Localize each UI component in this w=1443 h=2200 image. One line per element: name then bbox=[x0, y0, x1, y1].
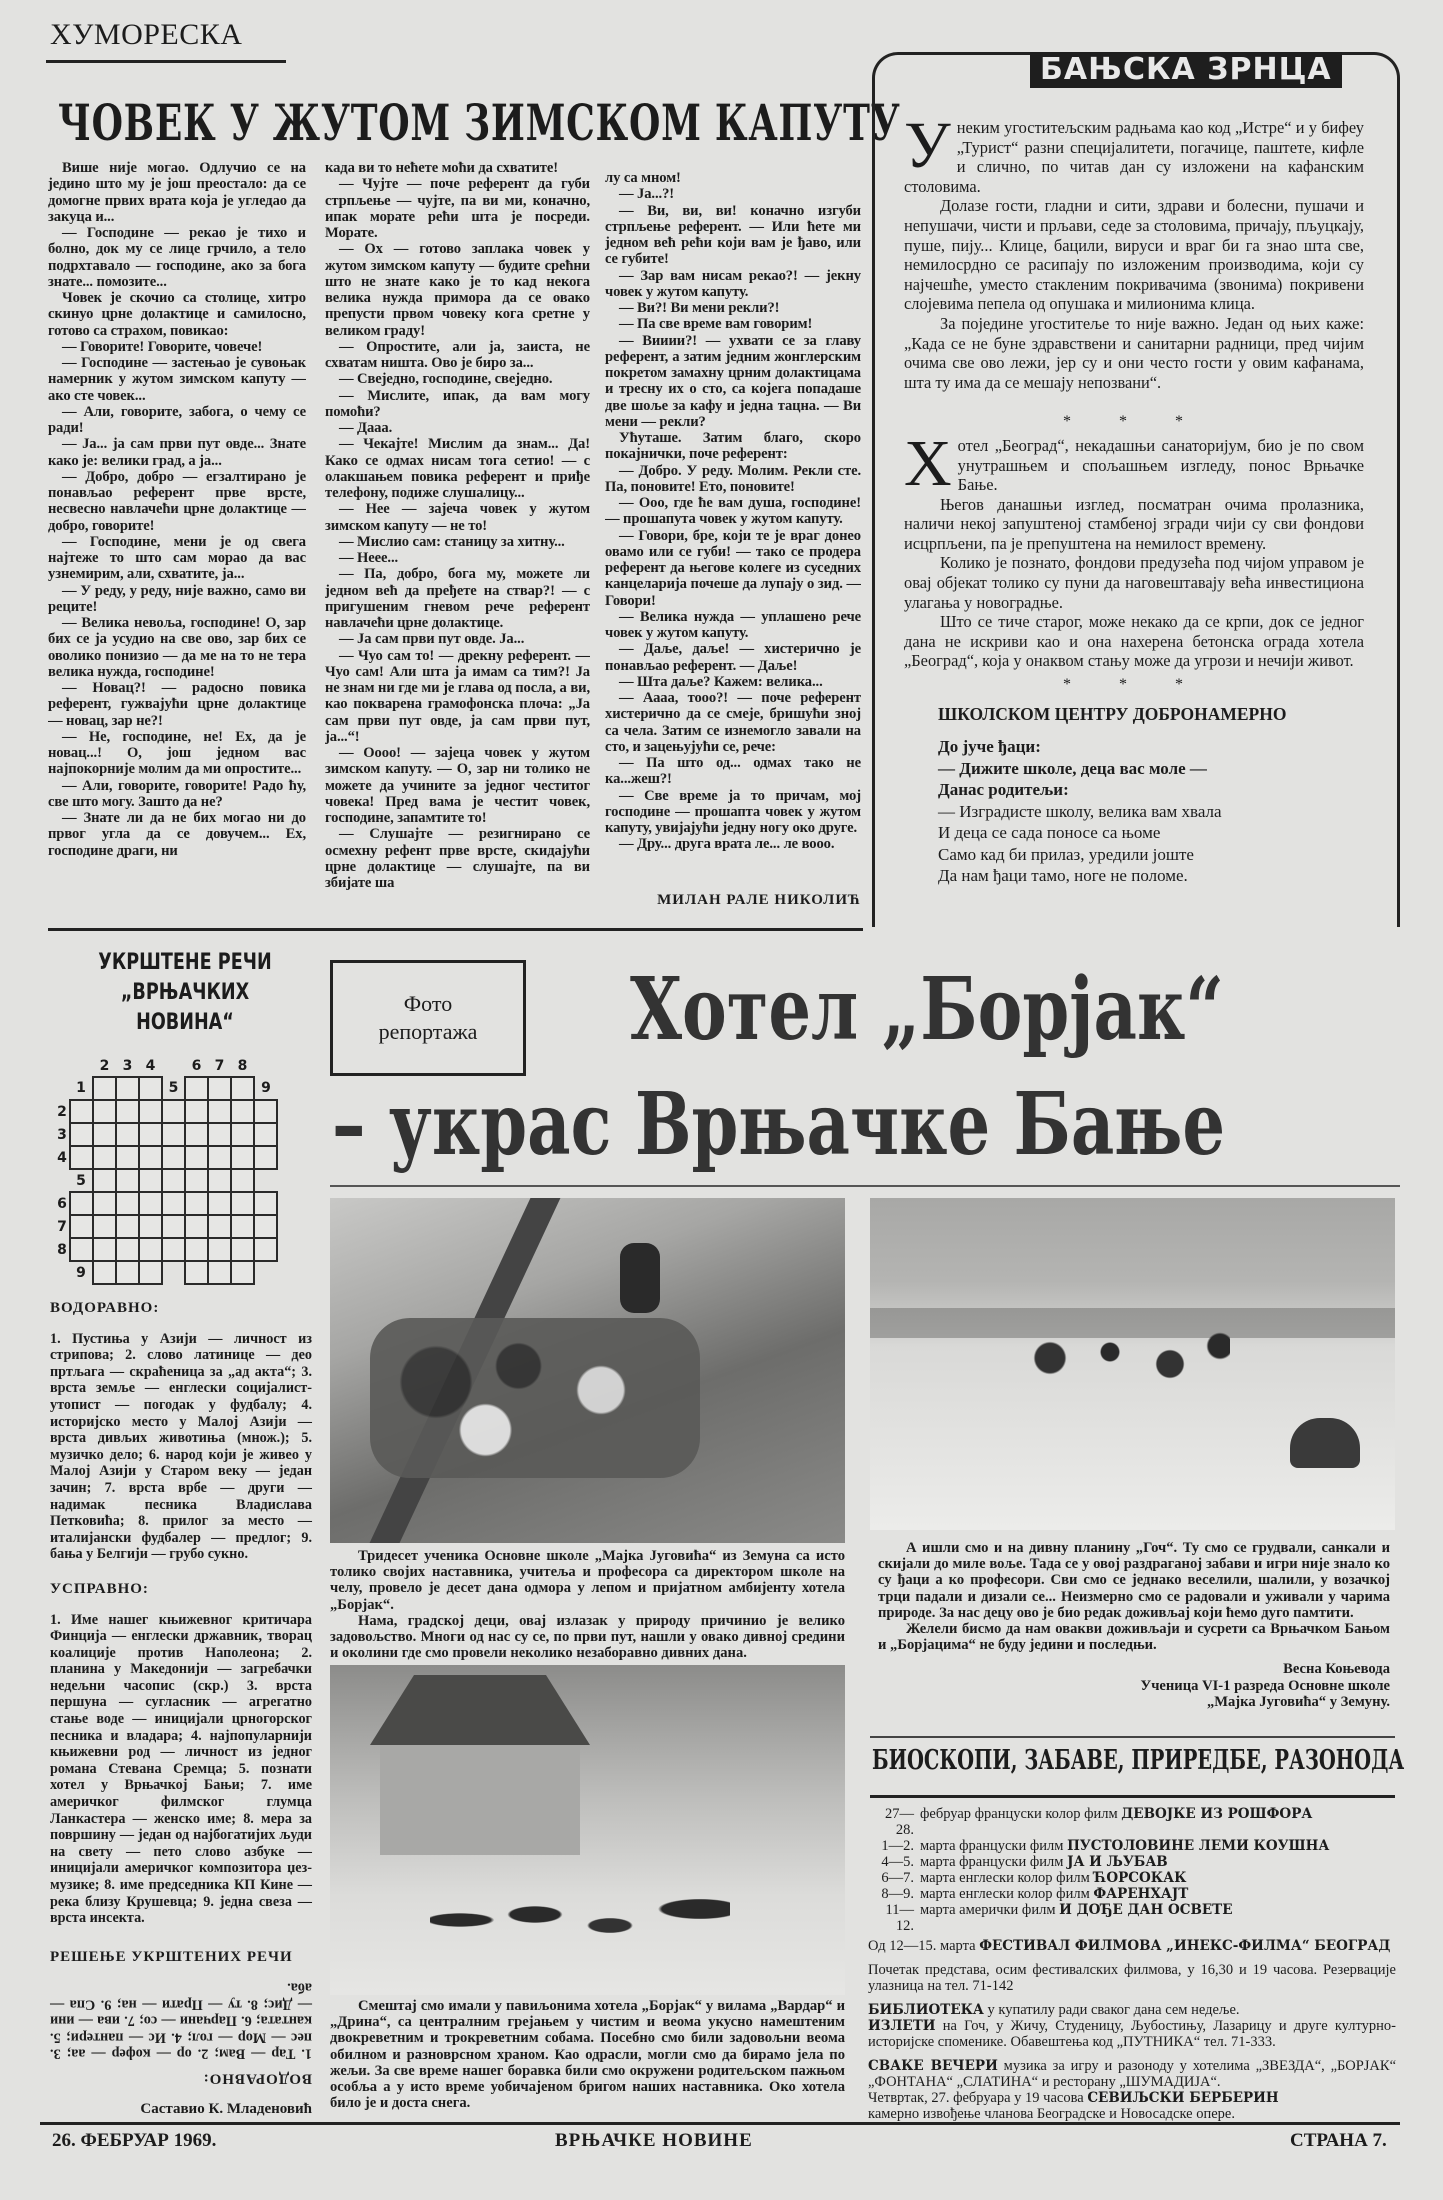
poem-line: До јуче ђаци: bbox=[938, 737, 1041, 757]
grid-cell[interactable] bbox=[93, 1077, 116, 1100]
article-paragraph: лу са мном! bbox=[605, 170, 681, 186]
grid-cell[interactable] bbox=[208, 1077, 231, 1100]
grid-cell[interactable] bbox=[116, 1238, 139, 1261]
issue-date: 26. ФЕБРУАР 1969. bbox=[52, 2130, 217, 2151]
article-column-1 bbox=[48, 160, 306, 928]
events-heading: БИОСКОПИ, ЗАБАВЕ, ПРИРЕДБЕ, РАЗОНОДА bbox=[872, 1745, 1405, 1776]
film-type: марта енглески колор филм bbox=[920, 1886, 1090, 1902]
row-number: 6 bbox=[57, 1195, 67, 1212]
solution-text: 1. Тар — Вам; 2. ор — кофер — аа; 3. пес — Мор — гол; 4. Ис — пантери; 5. кантата; 6. Парчани — со; 7. ива — ини — Дис; 8. ту — Прати — на; 9. Спа — аба. bbox=[50, 1979, 312, 2063]
grid-cell[interactable] bbox=[231, 1077, 254, 1100]
grid-row bbox=[55, 1123, 277, 1146]
photo-sledding-on-goc bbox=[870, 1198, 1395, 1530]
poem-title: ШКОЛСКОМ ЦЕНТРУ ДОБРОНАМЕРНО bbox=[938, 703, 1287, 724]
poem-line: Да нам ђаци тамо, ноге не поломе. bbox=[938, 866, 1188, 886]
grid-cell[interactable] bbox=[208, 1146, 231, 1169]
column-number: 7 bbox=[214, 1057, 225, 1074]
grid-cell[interactable] bbox=[231, 1169, 254, 1192]
grid-cell[interactable] bbox=[231, 1123, 254, 1146]
crossword-grid[interactable] bbox=[55, 1055, 278, 1285]
film-info bbox=[920, 1838, 1329, 1854]
concert-title: СЕВИЉСКИ БЕРБЕРИН bbox=[1087, 2090, 1279, 2106]
row-number bbox=[55, 1077, 70, 1100]
article-paragraph: — Говорите! Говорите, човече! bbox=[62, 338, 263, 355]
article-paragraph: — Чекајте! Мислим да знам... Да! Како се одмах нисам тога сетио! — с олакшањем повика референт и приђе телефону, подиже слушалицу... bbox=[325, 436, 590, 501]
poem bbox=[904, 736, 1364, 887]
article-paragraph: — Слушајте — резигнирано се осмехну рефент прве врсте, скидајући црне долактице — слушајте, па ви збијате ша bbox=[325, 826, 590, 891]
film-listing bbox=[868, 1838, 1396, 1854]
article-paragraph: — Ооо, где ће вам душа, господине! — прошапута човек у жутом капуту. bbox=[605, 495, 861, 528]
article-paragraph: — Свеједно, господине, свеједно. bbox=[339, 371, 553, 388]
poem-line: И деца се сада поносе са њоме bbox=[938, 823, 1161, 843]
column-number: 6 bbox=[191, 1057, 202, 1074]
grid-cell[interactable] bbox=[208, 1215, 231, 1238]
grid-cell[interactable] bbox=[139, 1169, 162, 1192]
poem-line: — Дижите школе, деца вас моле — bbox=[938, 758, 1207, 778]
grid-cell[interactable] bbox=[231, 1261, 254, 1284]
article-paragraph: — Све време ја то причам, мој господине — прошапта човек у жутом капуту, увијајући једну ногу око друге. bbox=[605, 787, 861, 836]
divider bbox=[870, 1736, 1395, 1738]
grid-cell[interactable] bbox=[116, 1146, 139, 1169]
library-label: БИБЛИОТЕКА bbox=[868, 2002, 984, 2018]
article-paragraph: — У реду, у реду, није важно, само ви реците! bbox=[48, 582, 306, 615]
film-title: ФАРЕНХАЈТ bbox=[1093, 1886, 1189, 1902]
concert-date: Четвртак, 27. фебруара у 19 часова bbox=[868, 2090, 1084, 2106]
row-number: 4 bbox=[57, 1149, 67, 1166]
film-type: марта француски филм bbox=[920, 1854, 1064, 1870]
film-title: ПУСТОЛОВИНЕ ЛЕМИ КОУШНА bbox=[1067, 1838, 1330, 1854]
grid-row bbox=[55, 1169, 277, 1192]
caption-paragraph: А ишли смо и на дивну планину „Гоч“. Ту смо се грудвали, санкали и скијали до миле воље. Тада се у овој раздраганој забави и игри није знало ко су ђаци а ко професори. Сви смо се једнако веселили, шалили, у возачкој трци падали и дизали се... Неизмерно смо се радовали и уживали у чарима природе. За нас децу ово је био редак доживљај који ћемо дуго памтити. bbox=[878, 1540, 1390, 1621]
paragraph: Што се тиче старог, може некако да се крпи, док се једног дана не искриви као и она нахерена бетонска ограда хотела „Београд“, која у онаквом стању може да угрози и нечији живот. bbox=[904, 612, 1364, 671]
film-type: марта француски филм bbox=[920, 1838, 1064, 1854]
grid-cell[interactable] bbox=[231, 1192, 254, 1215]
grid-cell[interactable] bbox=[93, 1215, 116, 1238]
footer-rule bbox=[40, 2122, 1400, 2125]
photo-hotel-in-snow bbox=[330, 1665, 845, 1995]
row-number: 8 bbox=[57, 1241, 67, 1258]
film-title: ЈА И ЉУБАВ bbox=[1067, 1854, 1168, 1870]
film-type: марта енглески колор филм bbox=[920, 1870, 1090, 1886]
grid-cell[interactable] bbox=[70, 1123, 93, 1146]
article-paragraph: Ућуташе. Затим благо, скоро покајнички, поче референт: bbox=[605, 430, 861, 463]
grid-cell[interactable] bbox=[208, 1123, 231, 1146]
solution-upside-down bbox=[50, 1979, 312, 2087]
article-paragraph: — Господине — застењао је сувоњак намерник у жутом зимском капуту — ако сте човек... bbox=[48, 355, 306, 404]
grid-cell[interactable] bbox=[116, 1077, 139, 1100]
report-title-line-1: Хотел „Борјак“ bbox=[630, 959, 1224, 1060]
grid-cell[interactable] bbox=[162, 1215, 185, 1238]
grid-cell[interactable] bbox=[162, 1123, 185, 1146]
article-paragraph: — Добро, добро — егзалтирано је понављао референт прве врсте, несвесно навлачећи црне долактице — добро, говорите! bbox=[48, 468, 306, 534]
article-paragraph: — Вииии?! — ухвати се за главу референт, а затим једним жонглерским покретом замахну црним долактицама и тресну их о сто, са којега попадаше две шоље за кафу и једна тацна. — Ви мени — рекли? bbox=[605, 332, 861, 430]
article-paragraph: — Зар вам нисам рекао?! — јекну човек у жутом капуту. bbox=[605, 267, 861, 300]
film-info bbox=[920, 1806, 1312, 1838]
film-date: 6—7. bbox=[881, 1870, 914, 1886]
grid-row bbox=[55, 1215, 277, 1238]
grid-cell[interactable] bbox=[116, 1261, 139, 1284]
film-type: марта амерички филм bbox=[920, 1902, 1056, 1918]
separator: * * * bbox=[1063, 413, 1205, 431]
caption-paragraph: Нама, градској деци, овај излазак у природу причинио је велико задовољство. Многи од нас су се, по први пут, нашли у овако дивној средини и околини где смо провели неколико незаборавно дивних дана. bbox=[330, 1612, 845, 1662]
newspaper-name: ВРЊАЧКЕ НОВИНЕ bbox=[555, 2130, 753, 2151]
crossword-clues bbox=[50, 1300, 312, 2118]
festival-name: ФЕСТИВАЛ ФИЛМОВА „ИНЕКС-ФИЛМА“ БЕОГРАД bbox=[979, 1938, 1391, 1954]
film-date: 27—28. bbox=[885, 1806, 914, 1838]
grid-corner bbox=[55, 1055, 70, 1077]
label-line: Фото bbox=[403, 991, 453, 1016]
divider bbox=[48, 928, 863, 931]
grid-cell[interactable] bbox=[185, 1192, 208, 1215]
drop-cap: У bbox=[904, 109, 951, 182]
article-paragraph: — Нееe... bbox=[339, 550, 399, 566]
evenings-text: музика за игру и разоноду у хотелима „ЗВЕЗДА“, „БОРЈАК“ „ФОНТАНА“ „СЛАТИНА“ и ресторану „ШУМАДИЈА“. bbox=[868, 2058, 1397, 2090]
film-listing bbox=[868, 1886, 1396, 1902]
row-number bbox=[55, 1261, 70, 1284]
article-column-2 bbox=[325, 160, 590, 928]
grid-cell[interactable] bbox=[70, 1192, 93, 1215]
article-paragraph: — Новац?! — радосно повика референт, гужвајући црне долактице — новац, зар не?! bbox=[48, 680, 306, 729]
film-listing bbox=[868, 1806, 1396, 1838]
paragraph: Колико је познато, фондови предузећа под чијом управом је овај објекат толико су пуни да наговештавају већа инвестициона улагања у новоградње. bbox=[904, 553, 1364, 612]
grid-cell[interactable] bbox=[116, 1215, 139, 1238]
film-date: 1—2. bbox=[881, 1838, 914, 1854]
grid-cell[interactable] bbox=[93, 1238, 116, 1261]
clues-heading: УСПРАВНО: bbox=[50, 1580, 149, 1597]
article-paragraph: — Велика невоља, господине! О, зар бих се ја усудио на све ово, зар бих се оволико понизио — да ме на то не тера велика нужда, господине! bbox=[48, 615, 306, 680]
crossword-title bbox=[85, 948, 285, 1038]
trips-label: ИЗЛЕТИ bbox=[868, 2018, 936, 2034]
article-paragraph: — Па све време вам говорим! bbox=[619, 316, 813, 333]
grid-cell[interactable] bbox=[185, 1100, 208, 1123]
article-paragraph: — Па, добро, бога му, можете ли једном већ да пређете на ствар?! — с пригушеним гневом рече референт навлачећи црне долактице. bbox=[325, 566, 590, 631]
crossword-title-line: „ВРЊАЧКИХ НОВИНА“ bbox=[120, 980, 250, 1035]
poem-line: — Изградисте школу, велика вам хвала bbox=[938, 801, 1222, 821]
grid-cell[interactable] bbox=[254, 1238, 277, 1261]
article-paragraph: Човек је скочио са столице, хитро скинуо црне долактице и самилосно, готово са страхом, повикао: bbox=[48, 290, 306, 339]
column-title: БАЊСКА ЗРНЦА bbox=[1030, 52, 1342, 88]
row-number: 3 bbox=[57, 1126, 67, 1143]
article-paragraph: — Али, говорите, забога, о чему се ради! bbox=[48, 403, 306, 436]
signature bbox=[878, 1661, 1390, 1710]
grid-number bbox=[254, 1169, 277, 1192]
drop-cap: Х bbox=[904, 426, 952, 500]
film-info bbox=[920, 1854, 1168, 1870]
grid-cell[interactable] bbox=[116, 1123, 139, 1146]
film-date: 8—9. bbox=[881, 1886, 914, 1902]
article-paragraph: — Па што од... одмах тако не ка...жеш?! bbox=[605, 755, 861, 788]
row-number: 7 bbox=[57, 1218, 67, 1235]
article-paragraph: — Мислио сам: станицу за хитну... bbox=[339, 533, 565, 550]
grid-number: 1 bbox=[76, 1080, 86, 1096]
label-line: репортажа bbox=[378, 1019, 478, 1044]
grid-cell[interactable] bbox=[231, 1100, 254, 1123]
clues-across: 1. Пустиња у Азији — личност из стрипова; 2. слово латинице — део пртљага — скраћеница за „ад акта“; 3. врста земље — енглески социјалист-утопист — погодак у фудбалу; 4. историјско место у Малој Азији — врста дивљих животиња (множ.); 5. музичко дело; 6. народ који је живео у Малој Азији у Старом веку — један зачин; 7. врста врбе — други — надимак песника Владислава Петковића; 8. прилог за место — италијански фудбалер — предлог; 9. бања у Белгији — грубо сукно. bbox=[50, 1330, 312, 1563]
grid-cell[interactable] bbox=[70, 1215, 93, 1238]
grid-cell[interactable] bbox=[185, 1238, 208, 1261]
grid-cell[interactable] bbox=[139, 1123, 162, 1146]
grid-cell[interactable] bbox=[162, 1238, 185, 1261]
report-title-line-2: – украс Врњачке Бање bbox=[332, 1074, 1226, 1175]
article-paragraph: — Мислите, ипак, да вам могу помоћи? bbox=[325, 387, 590, 420]
article-paragraph: — Али, говорите, говорите! Радо ћу, све што могу. Зашто да не? bbox=[48, 777, 306, 810]
grid-cell[interactable] bbox=[139, 1238, 162, 1261]
grid-row bbox=[55, 1192, 277, 1215]
caption-paragraph: Тридесет ученика Основне школе „Мајка Југовића“ из Земуна са исто толико својих наставника, учитеља и професора са директором школе на челу, провело је десет дана одмора у лепом и пријатном амбијенту хотела „Борјак“. bbox=[330, 1548, 845, 1613]
photo-caption-1 bbox=[330, 1548, 845, 1661]
row-number bbox=[55, 1169, 70, 1192]
film-listing bbox=[868, 1854, 1396, 1870]
clues-down: 1. Име нашег књижевног критичара Финција — енглески државник, творац коалиције против Наполеона; 2. планина у Македонији — загребачки недељни часопис (скр.) 3. врста першуна — сугласник — агрегатно стање воде — иницијали црногорског песника и владара; 4. најпопуларнији књижевни род — личност из једног романа Стевана Сремца; 5. познати хотел у Врњачкој Бањи; 7. име америчког филмског глумца Ланкастера — женско име; 8. мера за површину — један од најбогатијих људи на свету — пето слово азбуке — иницијали америчког композитора џез-музике; 8. име председника КП Кине — река близу Крушевца; 9. једна свеза — врста инсекта. bbox=[50, 1611, 312, 1927]
grid-cell[interactable] bbox=[139, 1100, 162, 1123]
library-text: у купатилу ради сваког дана сем недеље. bbox=[987, 2002, 1240, 2018]
article-paragraph: — Дааа. bbox=[339, 420, 393, 436]
film-listing bbox=[868, 1870, 1396, 1886]
column-number bbox=[70, 1055, 93, 1077]
section-label: ХУМОРЕСКА bbox=[50, 18, 243, 51]
grid-cell[interactable] bbox=[116, 1192, 139, 1215]
grid-row bbox=[55, 1100, 277, 1123]
divider bbox=[870, 1795, 1395, 1798]
grid-cell[interactable] bbox=[139, 1077, 162, 1100]
grid-number bbox=[254, 1261, 277, 1284]
article-author: МИЛАН РАЛЕ НИКОЛИЋ bbox=[657, 892, 861, 908]
article-paragraph: када ви то нећете моћи да схватите! bbox=[325, 160, 558, 176]
signature-line: Ученица VI-1 разреда Основне школе bbox=[1140, 1677, 1390, 1694]
photo-students-on-stairs bbox=[330, 1198, 845, 1543]
film-type: фебруар француски колор филм bbox=[920, 1806, 1118, 1822]
grid-cell[interactable] bbox=[139, 1146, 162, 1169]
article-paragraph: — Оооо! — зајеца човек у жутом зимском капуту. — О, зар ни толико не можете да учините за једног честитог човека! Пред вама је честит човек, господине, запамтите то! bbox=[325, 745, 590, 826]
grid-row bbox=[55, 1146, 277, 1169]
evenings-label: СВАКЕ ВЕЧЕРИ bbox=[868, 2058, 998, 2074]
film-title: ЋОРСОКАК bbox=[1093, 1870, 1187, 1886]
caption-paragraph: Смештај смо имали у павиљонима хотела „Борјак“ у вилама „Вардар“ и „Дрина“, са централним грејањем у чистим и веома укусно намештеним двокреветним и трокреветним собама. Посебно смо били задовољни веома обилном и разноврсном храном. Као одрасли, могли смо да бирамо јела по жељи. За све време нашег боравка били смо окружени родитељском пажњом особља а у исто време уобичајеном бригом наших наставника. Око хотела било је и доста снега. bbox=[330, 1998, 845, 2112]
article-paragraph: — Даље, даље! — хистерично је понављао референт. — Даље! bbox=[605, 641, 861, 674]
article-paragraph: — Ви, ви, ви! коначно изгуби стрпљење референт. — Или ћете ми једном већ рећи који вам је ђаво, или се губите! bbox=[605, 202, 861, 268]
grid-cell[interactable] bbox=[254, 1100, 277, 1123]
grid-cell[interactable] bbox=[162, 1192, 185, 1215]
crossword-title-line: УКРШТЕНЕ РЕЧИ bbox=[98, 950, 272, 975]
photo-caption-2 bbox=[878, 1540, 1390, 1710]
grid-cell[interactable] bbox=[139, 1215, 162, 1238]
poem-line: Данас родитељи: bbox=[938, 780, 1069, 800]
grid-cell[interactable] bbox=[70, 1146, 93, 1169]
festival-date: Од 12—15. марта bbox=[868, 1938, 976, 1954]
article-paragraph: — Добро. У реду. Молим. Рекли сте. Па, поновите! Ето, поновите! bbox=[605, 462, 861, 495]
grid-cell[interactable] bbox=[231, 1238, 254, 1261]
grid-number bbox=[162, 1261, 185, 1284]
article-column-3 bbox=[605, 170, 861, 890]
grid-cell[interactable] bbox=[93, 1261, 116, 1284]
caption-paragraph: Желели бисмо да нам овакви доживљаји и сусрети са Врњачком Бањом и „Борјацима“ не буду једини и последњи. bbox=[878, 1621, 1390, 1654]
grid-cell[interactable] bbox=[185, 1123, 208, 1146]
row-number: 2 bbox=[57, 1103, 67, 1120]
grid-cell[interactable] bbox=[185, 1261, 208, 1284]
clues-heading: ВОДОРАВНО: bbox=[50, 1300, 160, 1316]
trips-text: на Гоч, у Жичу, Студеницу, Љубостињу, Лазарицу и друге културно-историјске споменике. Обавештења код „ПУТНИКА“ тел. 71-333. bbox=[868, 2018, 1396, 2050]
paragraph: отел „Београд“, некадашњи санаторијум, био је по свом унутрашњем и спољашњем изгледу, понос Врњачке Бање. bbox=[957, 435, 1364, 495]
column-number: 3 bbox=[122, 1057, 133, 1074]
paragraph: Долазе гости, гладни и сити, здрави и болесни, пушачи и непушачи, чисти и прљави, седе за столовима, причају, пљуцкају, пуше, пију... Клице, бацили, вируси и враг би га знао шта све, немилосрдно се расипају по изложеним производима, који су најчешће, уместо стакленим покривачима (звонима) покривени слојевима пепела од опушака и милионима клица. bbox=[904, 196, 1364, 314]
article-paragraph: — Ох — готово заплака човек у жутом зимском капуту — будите срећни што не знате како је то кад некога велика нужда примора да се овако препусти првом човеку кога сретне у великом граду! bbox=[325, 241, 590, 339]
paragraph: неким угоститељским радњама као код „Истре“ и у бифеу „Турист“ разни специјалитети, погачице, паштете, кифле и слично, по читав дан су изложени на кафанским столовима. bbox=[904, 118, 1364, 196]
film-listing bbox=[868, 1902, 1396, 1934]
grid-cell[interactable] bbox=[185, 1077, 208, 1100]
column-number: 2 bbox=[99, 1057, 110, 1074]
article-headline: ЧОВЕК У ЖУТОМ ЗИМСКОМ КАПУТУ bbox=[58, 93, 901, 152]
article-paragraph: Више није могао. Одлучио се на једино што му је још преостало: да се домогне првих врата која је угледао да закуца и... bbox=[48, 160, 306, 225]
paragraph: Његов данашњи изглед, посматран очима пролазника, наличи некој запуштеној стамбеној згради чији су сви фондови исцрпљени, па је препуштена на немилост времену. bbox=[904, 494, 1364, 553]
solution-subheading: ВОДОРАВНО: bbox=[202, 2070, 312, 2087]
events-listing bbox=[868, 1806, 1396, 2122]
article-paragraph: — Дру... друга врата ле... ле вооо. bbox=[619, 836, 835, 853]
grid-cell[interactable] bbox=[254, 1215, 277, 1238]
divider bbox=[46, 60, 286, 63]
grid-cell[interactable] bbox=[254, 1123, 277, 1146]
grid-cell[interactable] bbox=[93, 1192, 116, 1215]
grid-cell[interactable] bbox=[208, 1192, 231, 1215]
grid-cell[interactable] bbox=[208, 1100, 231, 1123]
film-info bbox=[920, 1902, 1233, 1934]
grid-cell[interactable] bbox=[208, 1169, 231, 1192]
signature-line: „Мајка Југовића“ у Земуну. bbox=[1206, 1693, 1390, 1710]
article-paragraph: — Знате ли да не бих могао ни до првог угла да се довучем... Ех, господине драги, ни bbox=[48, 810, 306, 859]
column-number bbox=[254, 1055, 277, 1077]
grid-cell[interactable] bbox=[208, 1238, 231, 1261]
separator: * * * bbox=[1063, 676, 1205, 694]
column-number: 4 bbox=[145, 1057, 156, 1074]
article-paragraph: — Господине — рекао је тихо и болно, док му се лице грчило, а тело подрхтавало — господине, ако за бога знате... помозите... bbox=[48, 225, 306, 290]
article-paragraph: — Чујте — поче референт да губи стрпљење — чујте, па ви ми, коначно, ипак морате рећи шта је посреди. Морате. bbox=[325, 176, 590, 241]
photo-report-label bbox=[330, 960, 526, 1076]
grid-cell[interactable] bbox=[231, 1146, 254, 1169]
article-paragraph: — Аааа, тооо?! — поче референт хистерично да се смеје, бришући зној са чела. Затим се изнемогло завали на сто, и зацењујући се, рече: bbox=[605, 690, 861, 755]
grid-cell[interactable] bbox=[70, 1238, 93, 1261]
film-title: ДЕВОЈКЕ ИЗ РОШФОРА bbox=[1121, 1806, 1313, 1822]
grid-row bbox=[55, 1261, 277, 1284]
grid-cell[interactable] bbox=[231, 1215, 254, 1238]
concert-text: камерно извођење чланова Београдске и Новосадске опере. bbox=[868, 2106, 1235, 2122]
article-paragraph: — Господине, мени је од свега најтеже то што сам морао да вас узнемирим, али, схватите, ја... bbox=[48, 533, 306, 583]
grid-number: 9 bbox=[261, 1080, 271, 1096]
grid-number: 5 bbox=[168, 1080, 179, 1096]
column-number bbox=[162, 1055, 185, 1077]
grid-cell[interactable] bbox=[185, 1146, 208, 1169]
grid-row bbox=[55, 1077, 277, 1100]
page-number: СТРАНА 7. bbox=[1290, 2130, 1387, 2151]
grid-cell[interactable] bbox=[93, 1169, 116, 1192]
grid-cell[interactable] bbox=[93, 1146, 116, 1169]
signature-line: Весна Коњевода bbox=[1283, 1661, 1390, 1678]
grid-cell[interactable] bbox=[254, 1192, 277, 1215]
article-paragraph: — Чуо сам то! — дрекну референт. — Чуо сам! Али шта ја имам са тим?! Ја не знам ни где ми је глава од посла, а ви, као покварена грамофонска плоча: „Ја сам први пут овде, ја сам први пут, ја...“! bbox=[325, 647, 590, 745]
column-number: 8 bbox=[237, 1057, 248, 1074]
grid-cell[interactable] bbox=[139, 1192, 162, 1215]
crossword-author: Саставио К. Младеновић bbox=[140, 2100, 312, 2117]
grid-number: 5 bbox=[76, 1172, 86, 1189]
poem-line: Само кад би прилаз, уредили јоште bbox=[938, 844, 1194, 864]
article-paragraph: — Велика нужда — уплашено рече човек у жутом капуту. bbox=[605, 608, 861, 641]
grid-cell[interactable] bbox=[162, 1146, 185, 1169]
grid-cell[interactable] bbox=[185, 1169, 208, 1192]
grid-cell[interactable] bbox=[162, 1100, 185, 1123]
grid-cell[interactable] bbox=[116, 1169, 139, 1192]
film-date: 4—5. bbox=[881, 1854, 914, 1870]
grid-number: 9 bbox=[76, 1265, 86, 1281]
grid-cell[interactable] bbox=[185, 1215, 208, 1238]
grid-cell[interactable] bbox=[93, 1123, 116, 1146]
article-paragraph: — Ви?! Ви мени рекли?! bbox=[619, 300, 780, 316]
grid-cell[interactable] bbox=[208, 1261, 231, 1284]
article-paragraph: — Опростите, али ја, заиста, не схватам ништа. Ово је биро за... bbox=[325, 338, 590, 371]
paragraph: За поједине угоститеље то није важно. Један од њих каже: „Када се не буне здравствени и санитарни радници, пред чијим очима све ово лежи, јер су и они често гости у овим кафанама, шта ту има да се мешају непозвани“. bbox=[904, 313, 1364, 392]
grid-cell[interactable] bbox=[93, 1100, 116, 1123]
showtimes: Почетак представа, осим фестивалских филмова, у 16,30 и 19 часова. Резервације улазница на тел. 71-142 bbox=[868, 1962, 1396, 1994]
article-paragraph: — Ја... ја сам први пут овде... Знате како је: велики град, а ја... bbox=[48, 436, 306, 469]
photo-caption-3 bbox=[330, 1998, 845, 2111]
film-title: И ДОЂЕ ДАН ОСВЕТЕ bbox=[1059, 1902, 1233, 1918]
grid-row bbox=[55, 1238, 277, 1261]
article-paragraph: — Нее — зајеча човек у жутом зимском капуту — не то! bbox=[325, 501, 590, 534]
article-paragraph: — Говори, бре, који те је враг донео овамо или се губи! — тако се продера референт да његове колеге из суседних канцеларија почеше да лупају о зид. — Говори! bbox=[605, 527, 861, 609]
divider bbox=[330, 1185, 1400, 1187]
article-paragraph: — Ја...?! bbox=[619, 186, 675, 203]
grid-cell[interactable] bbox=[70, 1100, 93, 1123]
article-paragraph: — Шта даље? Кажем: велика... bbox=[619, 673, 823, 690]
film-date: 11—12. bbox=[885, 1902, 914, 1934]
grid-cell[interactable] bbox=[162, 1169, 185, 1192]
grid-cell[interactable] bbox=[139, 1261, 162, 1284]
film-info bbox=[920, 1886, 1188, 1902]
grid-cell[interactable] bbox=[116, 1100, 139, 1123]
column-body bbox=[904, 109, 1364, 887]
film-info bbox=[920, 1870, 1186, 1886]
article-paragraph: — Ја сам први пут овде. Ја... bbox=[339, 631, 525, 648]
grid-cell[interactable] bbox=[254, 1146, 277, 1169]
article-paragraph: — Не, господине, не! Ех, да је новац...! О, још једном вас најпокорније молим да ми опростите... bbox=[48, 728, 306, 778]
solution-heading: РЕШЕЊЕ УКРШТЕНИХ РЕЧИ bbox=[50, 1948, 293, 1965]
